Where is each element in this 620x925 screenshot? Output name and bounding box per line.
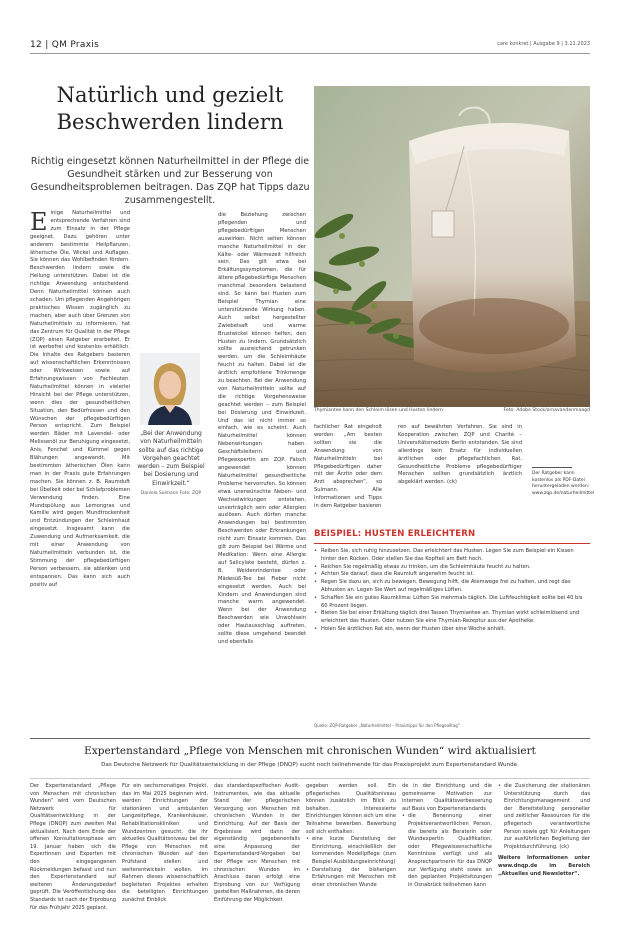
second-column-4-text: gegeben werden soll. Ein pflegerisches Qualitätsniveau können zusätzlich im Blick zu behalten. Interessierte Einrichtungen können sich um eine Teilnahme bewerben. Bewerbung soll sich enthalten: — [306, 783, 396, 835]
requirement-item: • die Zusicherung der stationären Unterstützung durch das Einrichtungsmanagement und der Bereitstellung personeller und zeitlicher Ressourcen für die pflegerisch verantwortliche Person sowie ggf. für Anleitungen zur ausführlichen Begleitung der Projektdurchführung. (ck) — [498, 783, 590, 851]
page-header — [30, 40, 590, 54]
requirement-item: • die Benennung einer Projektverantwortlichen Person, die bereits als Beraterin oder Wundexpertin Qualifikation, oder Pflegewissenschaftliche Kenntnisse verfügt und als Ansprechpartnerin für das DNQP zur Verfügung steht sowie an den geplanten Projektsitzungen in Osnabrück teilnehmen kann — [402, 813, 492, 889]
second-article-column-5 — [402, 783, 492, 889]
tip-item: • Reiben Sie, sich ruhig hinzusetzen. Das erleichtert das Husten. Legen Sie zum Beispiel ein Kissen hinter den Rücken. Oder stellen Sie das Kopfteil am Bett hoch. — [314, 548, 590, 564]
photo-caption-row — [314, 408, 590, 413]
headline-line-1: Natürlich und gezielt — [56, 83, 284, 107]
article-lead: Richtig eingesetzt können Naturheilmittel in der Pflege die Gesundheit stärken und zur Besserung von Gesundheitsproblemen beitragen. Das ZQP hat Tipps dazu zusammengestellt. — [30, 156, 310, 206]
download-note: Der Ratgeber kann kostenlos als PDF-Datei heruntergeladen werden: www.zqp.de/naturheilmittel — [532, 471, 595, 496]
pull-quote-text: „Bei der Anwendung von Naturheilmitteln sollte auf das richtige Vorgehen geachtet werden – zum Beispiel bei Dosierung und Einwirkzeit.“ — [137, 430, 205, 487]
second-article-column-4 — [306, 783, 396, 889]
tip-box-title: BEISPIEL: HUSTEN ERLEICHTERN — [314, 526, 590, 544]
tip-item: • Bieten Sie bei einer Erkältung täglich drei Tassen Thymiantee an. Thymian wirkt schleimlösend und erleichtert das Husten. Oder nutzen Sie eine Thymian-Rezeptur aus der Apotheke. — [314, 610, 590, 626]
article-column-2 — [218, 212, 306, 647]
tip-box — [314, 526, 590, 728]
tip-item: • Regen Sie dazu an, sich zu bewegen. Bewegung hilft, die Atemwege frei zu halten, und regt das Abhusten an. Legen Sie Wert auf regelmäßiges Lüften. — [314, 579, 590, 595]
requirements-list-c — [498, 783, 590, 851]
photo-credit: Foto: Adobe Stock/ornavandenmaagd — [503, 408, 590, 413]
second-article-column-1 — [30, 783, 116, 912]
more-info-note: Weitere Informationen unter www.dnqp.de im Bereich „Aktuelles und Newsletter“. — [498, 855, 590, 877]
article-column-4 — [398, 424, 522, 487]
second-column-3-text: das standardspezifischen Audit-Instrumentes, wie das aktuelle Stand der pflegerischen Versorgung von Menschen mit chronischen Wunden in der Einrichtung. Auf der Basis der Ergebnisse wird dann der eigenständig gegebenenfalls eine Anpassung der Expertenstandard-Vorgaben bei der Pflege von Menschen mit chronischen Wunden im Anschluss daran erfolgt eine Erprobung von zur Verfügung gestellten Maßnahmen, die deren Einführung der Möglichkeit — [214, 783, 300, 903]
tip-item: • Achten Sie darauf, dass die Raumluft angenehm feucht ist. — [314, 571, 590, 579]
dropcap: E — [30, 208, 48, 236]
column-4-text: ren auf bewährten Verfahren. Sie sind in Kooperation zwischen ZQP und Charité – Universitätsmedizin Berlin entstanden. Sie sind allerdings kein Ersatz für individuellen ärztlichen oder pflegefachlichen Rat. Gesundheitliche Probleme pflegebedürftiger Menschen sollten grundsätzlich ärztlich abgeklärt werden. (ck) — [398, 424, 522, 486]
tip-box-source: Quelle: ZQP-Ratgeber „Naturheilmittel – Praxistipps für den Pflegealltag“ — [314, 723, 460, 728]
second-column-2-text: Für ein sechsmonatiges Projekt, das im Mai 2025 beginnen wird, werden Einrichtungen der stationären und ambulanten Langzeitpflege, Krankenhäuser, Rehabilitationskliniken und Wundzentren gesucht, die ihr aktuelles Qualitätsniveau bei der Pflege von Menschen mit chronischen Wunden auf den Prüfstand stellen und weiterentwickeln wollen. Im Rahmen dieses wissenschaftlich begleiteten Projektes erhalten die beteiligten Einrichtungen zunächst Einblick — [122, 783, 208, 903]
sidenote-divider — [532, 467, 572, 468]
column-1-text: inige Naturheilmittel und entsprechende Verfahren sind zum Einsatz in der Pflege geeignet. Dazu gehören unter anderem bestimmte Heilpflanzen, ätherische Öle, Wickel und Auflagen. Sie können das Wohlbefinden fördern. Beschwerden lindern sowie die Heilung unterstützen. Dabei ist die richtige Anwendung entscheidend. Denn Naturheilmittel können auch schaden. Um pflegenden Angehörigen praktisches Wissen zugänglich zu machen, aber auch über Grenzen von Naturheilmitteln zu informieren, hat das Zentrum für Qualität in der Pflege (ZQP) einen Ratgeber erarbeitet. Er ist werbefrei und kostenlos erhältlich. Die Inhalte des Ratgebers basieren auf wissenschaftlichen Erkenntnissen oder Wirkweisen sowie auf Erfahrungswissen von Fachleuten. Naturheilmittel können in vielerlei Hinsicht bei der Pflege unterstützen, wenn dies der gesundheitlichen Situation, den Bedürfnissen und den Wünschen der pflegebedürftigen Person entspricht. Zum Beispiel werden Bäder mit Lavendel- oder Melissenöl zur Beruhigung eingesetzt, Anis, Fenchel und Kümmel gegen Blähungen angewandt. Mit bestimmten ätherischen Ölen kann man in der Praxis gute Erfahrungen machen. Sie können z. B. Raumduft bei Übelkeit oder bei Schlafproblemen Verwendung finden. Eine Mundspülung aus Lemongras und Kamille wird gegen Mundtrockenheit und Entzündungen der Schleimhaut eingesetzt. Insgesamt kann die Zuwendung und Aufmerksamkeit, die mit einer Anwendung von Naturheilmitteln verbunden ist, die Stimmung der pflegebedürftigen Person verbessern, sie ablenken und entspannen. Das kann sich auch positiv auf — [30, 210, 130, 588]
photo-caption: Thymiantee kann den Schleim lösen und Husten lindern. — [314, 408, 445, 413]
pull-quote — [135, 430, 207, 497]
second-column-1-text: Der Expertenstandard „Pflege von Menschen mit chronischen Wunden“ wird vom Deutschen Netzwerk für Qualitätsentwicklung in der Pflege (DNQP) zum zweiten Mal aktualisiert. Nach dem Ende der offenen Konsultationsphase am 19. Januar haben sich die Expertinnen und Experten mit den eingegangenen Rückmeldungen befasst und nun den Expertenstandard auf weiteren Änderungsbedarf geprüft. Die Veröffentlichung des Standards ist nach der Erprobung für das Frühjahr 2025 geplant. — [30, 783, 116, 911]
second-article-headline: Expertenstandard „Pflege von Menschen mit chronischen Wunden“ wird aktualisiert — [84, 745, 536, 757]
article-column-3 — [314, 424, 382, 511]
tip-list — [314, 548, 590, 634]
requirements-list-a — [306, 836, 396, 889]
section-divider-thin — [30, 778, 590, 779]
second-article-column-2 — [122, 783, 208, 905]
tip-item: • Reichen Sie regelmäßig etwas zu trinken, um die Schleimhäute feucht zu halten. — [314, 564, 590, 572]
second-article-lead: Das Deutsche Netzwerk für Qualitätsentwicklung in der Pflege (DNQP) sucht noch teilnehmende für das Praxisprojekt zum Expertenstandard Wunde. — [101, 762, 519, 768]
column-2-text: die Beziehung zwischen pflegenden und pflegebedürftigen Menschen auswirken. Nicht selten können manche Naturheilmittel in der Kälte- oder Wärmezeit hilfreich sein. Das gilt etwa bei Erkältungssymptomen, die für ältere pflegebedürftige Menschen manchmal besonders belastend sind. So kann bei Husten zum Beispiel Thymian eine unterstützende Wirkung haben. Auch selbst hergestellter Zwiebelsaft und warme Brustwickel können helfen, den Husten zu lindern. Grundsätzlich sollte ausreichend getrunken werden, um die Schleimhäute feucht zu halten. Dabei ist die ärztlich empfohlene Trinkmenge zu beachten. Bei der Anwendung von Naturheilmitteln sollte auf die richtige Vorgehensweise geachtet werden – zum Beispiel bei Dosierung und Einwirkzeit. Und das ist nicht immer so einfach, wie es scheint. Auch Naturheilmittel können Nebenwirkungen haben. Geschäftsleiterin und Pflegeexpertin am ZQP. Falsch angewendet können Naturheilmittel gesundheitliche Probleme hervorrufen. So können etwa unerwünschte Neben- und Wechselwirkungen entstehen, unverträglich sein oder Allergien auslösen. Auch dürfen manche Anwendungen bei bestimmten Beschwerden oder Erkrankungen nicht zum Einsatz kommen. Das gilt zum Beispiel bei Wärme und Medikation: Wenn eine Allergie auf Salicylate besteht, dürfen z. B. Weidenrindentee oder Mädesüß-Tee bei Fieber nicht eingesetzt werden. Auch bei Kindern und Anwendungen sind manche warm angewendet. Wenn bei der Anwendung Beschwerden wie Unwohlsein oder Hautausschlag auftreten, sollte diese umgehend beendet und ebenfalls — [218, 212, 306, 645]
tea-bag-photo — [314, 86, 590, 407]
pull-quote-credit: Daniela Sulmann Foto: ZQP — [140, 491, 202, 497]
issue-info: care konkret | Ausgabe 9 | 3.11.2023 — [497, 41, 590, 47]
article-headline — [36, 82, 304, 136]
column-3-text: fachlicher Rat eingeholt werden. „Am besten sollten sie die Anwendung von Naturheilmitteln bei Pflegebedürftigen daher mit der Ärztin oder dem Arzt absprechen“, so Sulmann. Alle Informationen und Tipps in dem Ratgeber basieren — [314, 424, 382, 510]
page-number-section: 12 | QM Praxis — [30, 40, 100, 50]
article-column-1 — [30, 210, 130, 590]
headline-line-2: Beschwerden lindern — [56, 110, 284, 134]
tip-item: • Schaffen Sie ein gutes Raumklima: Lüften Sie mehrmals täglich. Die Luftfeuchtigkeit sollte bei 40 bis 60 Prozent liegen. — [314, 595, 590, 611]
person-portrait — [140, 353, 200, 425]
requirement-item: • eine kurze Darstellung der Einrichtung, einschließlich der kommenden Modellpflege (zum Beispiel Ausbildungseinrichtung) — [306, 836, 396, 866]
tip-item: • Holen Sie ärztlichen Rat ein, wenn der Husten über eine Woche anhält. — [314, 626, 590, 634]
second-article-column-6 — [498, 783, 590, 878]
section-divider — [30, 738, 590, 739]
requirements-list-b — [402, 813, 492, 889]
second-article-column-3 — [214, 783, 300, 905]
requirement-item: • Darstellung der bisherigen Erfahrungen mit Menschen mit einer chronischen Wunde — [306, 867, 396, 890]
second-column-5-text: de in der Einrichtung und die gemeinsame Motivation zur internen Qualitätsverbesserung auf Basis von Expertenstandards — [402, 783, 492, 812]
